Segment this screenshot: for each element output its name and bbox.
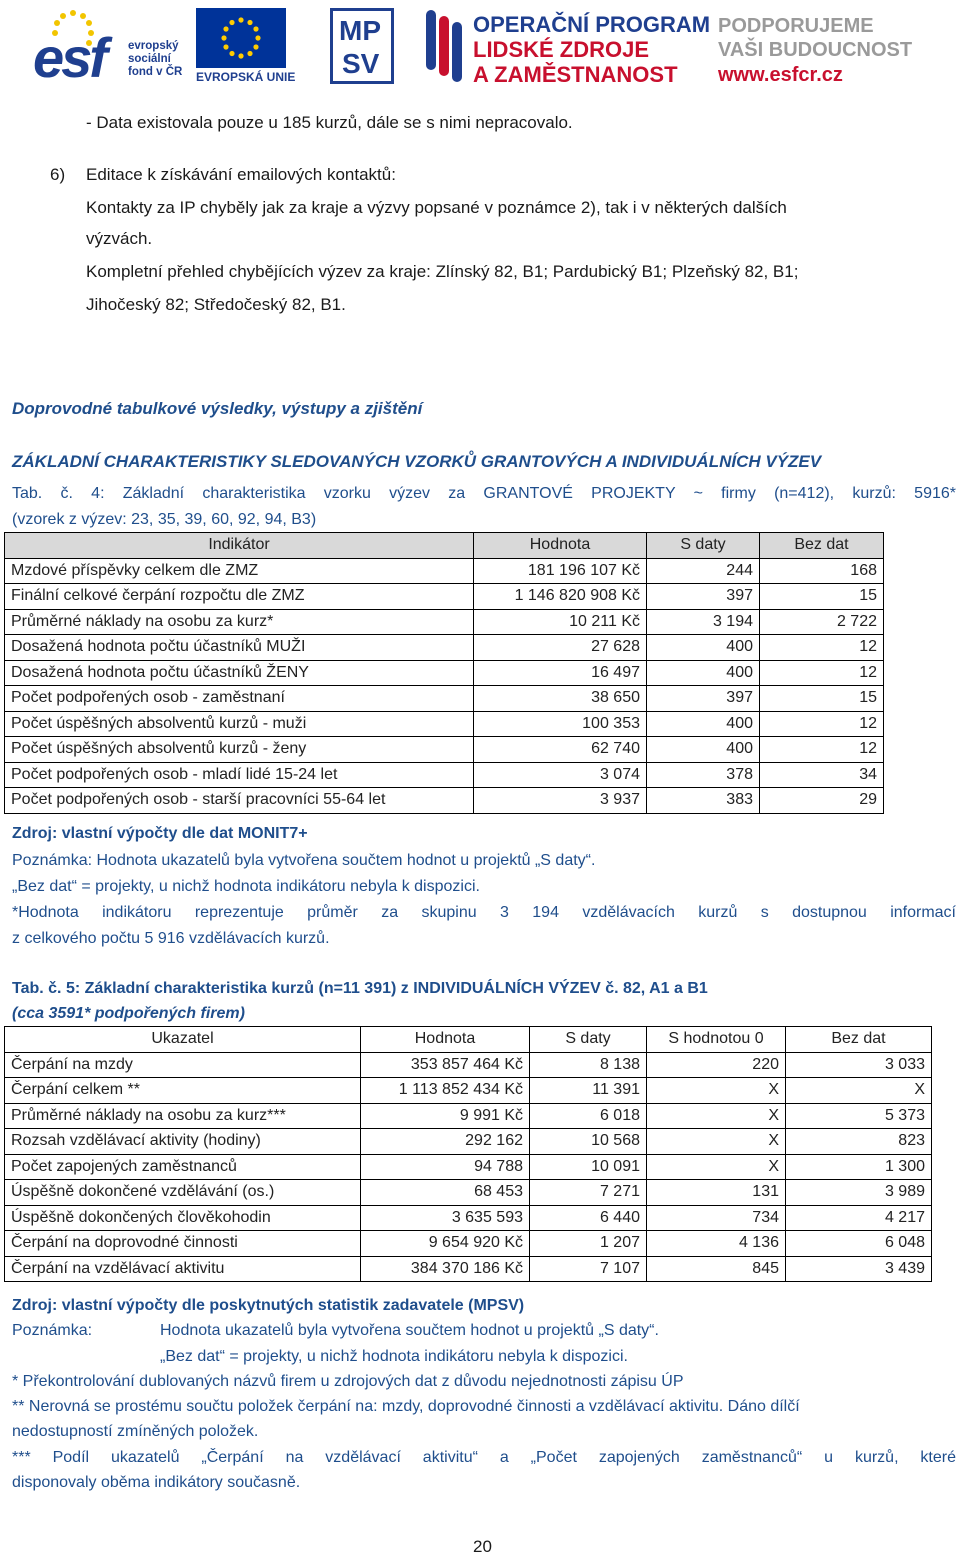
table-row <box>5 711 884 737</box>
table5-footnote-3b: disponovaly oběma indikátory současně. <box>12 1474 301 1491</box>
table-cell: X <box>647 1129 786 1155</box>
table-cell: 34 <box>760 762 884 788</box>
table-row <box>5 1129 932 1155</box>
table-cell: Mzdové příspěvky celkem dle ZMZ <box>5 558 474 584</box>
item6-paragraph-2b: Jihočeský 82; Středočeský 82, B1. <box>86 295 346 314</box>
table5-footnote-3a: *** Podíl ukazatelů „Čerpání na vzdělávací aktivitu“ a „Počet zapojených zaměstnanců“ u kurzů, které <box>12 1449 956 1466</box>
table-cell: 3 635 593 <box>361 1205 530 1231</box>
table-cell: 823 <box>786 1129 932 1155</box>
table-cell: 100 353 <box>474 711 647 737</box>
table-cell: 384 370 186 Kč <box>361 1256 530 1282</box>
table-cell: X <box>786 1078 932 1104</box>
table-cell: 10 211 Kč <box>474 609 647 635</box>
table4-body <box>5 558 884 813</box>
table5-col-with-data: S daty <box>530 1027 647 1053</box>
table-cell: 1 207 <box>530 1231 647 1257</box>
table-cell: X <box>647 1154 786 1180</box>
item6-paragraph-1b: výzvách. <box>86 229 153 248</box>
table-cell: 27 628 <box>474 635 647 661</box>
program-title: OPERAČNÍ PROGRAM LIDSKÉ ZDROJE A ZAMĚSTNANOST <box>473 12 711 87</box>
table5-caption: Tab. č. 5: Základní charakteristika kurzů (n=11 391) z INDIVIDUÁLNÍCH VÝZEV č. 82, A1 a B1 <box>12 980 708 997</box>
table-cell: Počet úspěšných absolventů kurzů - ženy <box>5 737 474 763</box>
table4-note-2: „Bez dat“ = projekty, u nichž hodnota indikátoru nebyla k dispozici. <box>12 878 480 895</box>
table-cell: 353 857 464 Kč <box>361 1052 530 1078</box>
table-row <box>5 1103 932 1129</box>
table-cell: Čerpání na doprovodné činnosti <box>5 1231 361 1257</box>
table5-col-zero: S hodnotou 0 <box>647 1027 786 1053</box>
table-row <box>5 788 884 814</box>
table-cell: 1 113 852 434 Kč <box>361 1078 530 1104</box>
table-row <box>5 1231 932 1257</box>
table-cell: 3 439 <box>786 1256 932 1282</box>
table-cell: 12 <box>760 660 884 686</box>
table4-note-3b: z celkového počtu 5 916 vzdělávacích kurzů. <box>12 930 330 947</box>
table4 <box>4 532 884 814</box>
table-cell: 2 722 <box>760 609 884 635</box>
esf-text: evropský sociální fond v ČR <box>128 40 183 78</box>
table5-col-value: Hodnota <box>361 1027 530 1053</box>
table-cell: Dosažená hodnota počtu účastníků ŽENY <box>5 660 474 686</box>
table-cell: 131 <box>647 1180 786 1206</box>
table-cell: 4 136 <box>647 1231 786 1257</box>
table-cell: Čerpání na vzdělávací aktivitu <box>5 1256 361 1282</box>
table-row <box>5 635 884 661</box>
table-cell: 12 <box>760 635 884 661</box>
table-cell: Průměrné náklady na osobu za kurz* <box>5 609 474 635</box>
esf-wordmark: esf <box>33 26 105 89</box>
table4-col-value: Hodnota <box>474 533 647 559</box>
table-cell: 6 440 <box>530 1205 647 1231</box>
table5-col-indicator: Ukazatel <box>5 1027 361 1053</box>
slogan: PODPORUJEME VAŠI BUDOUCNOST <box>718 15 913 61</box>
table-cell: 68 453 <box>361 1180 530 1206</box>
table-cell: Počet podpořených osob - starší pracovníci 55-64 let <box>5 788 474 814</box>
table-cell: 12 <box>760 737 884 763</box>
table-cell: 181 196 107 Kč <box>474 558 647 584</box>
table-cell: Počet podpořených osob - mladí lidé 15-24 let <box>5 762 474 788</box>
table4-caption: Tab. č. 4: Základní charakteristika vzorku výzev za GRANTOVÉ PROJEKTY ~ firmy (n=412), kurzů: 5916* <box>12 485 956 502</box>
hand-stripes-icon <box>424 8 466 84</box>
section-subheading: ZÁKLADNÍ CHARAKTERISTIKY SLEDOVANÝCH VZORKŮ GRANTOVÝCH A INDIVIDUÁLNÍCH VÝZEV <box>12 452 822 471</box>
table5-footnote-1: * Překontrolování dublovaných názvů firem u zdrojových dat z důvodu nejednotnosti zápisu ÚP <box>12 1373 684 1390</box>
table5-note-label: Poznámka: <box>12 1322 93 1339</box>
table-cell: 1 146 820 908 Kč <box>474 584 647 610</box>
table4-note-1: Poznámka: Hodnota ukazatelů byla vytvořena součtem hodnot u projektů „S daty“. <box>12 852 596 869</box>
table-cell: 9 991 Kč <box>361 1103 530 1129</box>
table-cell: Úspěšně dokončené vzdělávání (os.) <box>5 1180 361 1206</box>
table-cell: 383 <box>647 788 760 814</box>
table-cell: 3 937 <box>474 788 647 814</box>
table-cell: 62 740 <box>474 737 647 763</box>
table5 <box>4 1026 932 1282</box>
table-cell: 94 788 <box>361 1154 530 1180</box>
table-cell: Průměrné náklady na osobu za kurz*** <box>5 1103 361 1129</box>
table-cell: 15 <box>760 686 884 712</box>
intro-line: - Data existovala pouze u 185 kurzů, dále se s nimi nepracovalo. <box>86 113 573 132</box>
table-cell: 12 <box>760 711 884 737</box>
table4-source: Zdroj: vlastní výpočty dle dat MONIT7+ <box>12 825 308 842</box>
table4-col-indicator: Indikátor <box>5 533 474 559</box>
eu-label: EVROPSKÁ UNIE <box>196 70 296 84</box>
table5-caption-2: (cca 3591* podpořených firem) <box>12 1005 245 1022</box>
item6-paragraph-1a: Kontakty za IP chyběly jak za kraje a výzvy popsané v poznámce 2), tak i v některých dalších <box>86 198 787 217</box>
table-cell: 6 048 <box>786 1231 932 1257</box>
table-row <box>5 660 884 686</box>
table-cell: Dosažená hodnota počtu účastníků MUŽI <box>5 635 474 661</box>
table-cell: 400 <box>647 737 760 763</box>
table-cell: Čerpání celkem ** <box>5 1078 361 1104</box>
table-cell: 845 <box>647 1256 786 1282</box>
table-cell: 6 018 <box>530 1103 647 1129</box>
table-row <box>5 1256 932 1282</box>
table-cell: Finální celkové čerpání rozpočtu dle ZMZ <box>5 584 474 610</box>
item6-title: Editace k získávání emailových kontaktů: <box>86 165 396 184</box>
table5-col-no-data: Bez dat <box>786 1027 932 1053</box>
table-row <box>5 1078 932 1104</box>
table-cell: 400 <box>647 635 760 661</box>
table-cell: 734 <box>647 1205 786 1231</box>
table5-body <box>5 1052 932 1282</box>
table5-header-row <box>5 1027 932 1053</box>
table-cell: 220 <box>647 1052 786 1078</box>
table-cell: 11 391 <box>530 1078 647 1104</box>
table-cell: 10 091 <box>530 1154 647 1180</box>
table-cell: 15 <box>760 584 884 610</box>
table4-col-with-data: S daty <box>647 533 760 559</box>
table-cell: Počet zapojených zaměstnanců <box>5 1154 361 1180</box>
mpsv-logo: MP SV <box>330 8 394 84</box>
table-row <box>5 737 884 763</box>
table-cell: 7 271 <box>530 1180 647 1206</box>
table-cell: 400 <box>647 711 760 737</box>
table-row <box>5 584 884 610</box>
table-row <box>5 686 884 712</box>
table-cell: 38 650 <box>474 686 647 712</box>
table-cell: 5 373 <box>786 1103 932 1129</box>
esf-url[interactable]: www.esfcr.cz <box>718 64 843 86</box>
table4-note-3a: *Hodnota indikátoru reprezentuje průměr za skupinu 3 194 vzdělávacích kurzů s dostupnou informací <box>12 904 956 921</box>
eu-flag <box>196 8 286 68</box>
table5-footnote-2a: ** Nerovná se prostému součtu položek čerpání na: mzdy, doprovodné činnosti a vzdělávací aktivitu. Dáno dílčí <box>12 1398 800 1415</box>
table-cell: 168 <box>760 558 884 584</box>
table-cell: 29 <box>760 788 884 814</box>
table-cell: Čerpání na mzdy <box>5 1052 361 1078</box>
table-cell: 3 989 <box>786 1180 932 1206</box>
table-cell: 7 107 <box>530 1256 647 1282</box>
table-cell: X <box>647 1103 786 1129</box>
table5-footnote-2b: nedostupností zmíněných položek. <box>12 1423 259 1440</box>
table5-source: Zdroj: vlastní výpočty dle poskytnutých statistik zadavatele (MPSV) <box>12 1297 525 1314</box>
table-cell: 3 033 <box>786 1052 932 1078</box>
table4-header-row <box>5 533 884 559</box>
table-cell: Počet úspěšných absolventů kurzů - muži <box>5 711 474 737</box>
page-number: 20 <box>473 1537 492 1556</box>
section-heading: Doprovodné tabulkové výsledky, výstupy a zjištění <box>12 399 423 418</box>
table4-caption-2: (vzorek z výzev: 23, 35, 39, 60, 92, 94, B3) <box>12 511 317 528</box>
table-cell: 10 568 <box>530 1129 647 1155</box>
table-row <box>5 609 884 635</box>
table4-col-no-data: Bez dat <box>760 533 884 559</box>
table-cell: Úspěšně dokončených člověkohodin <box>5 1205 361 1231</box>
item6-paragraph-2a: Kompletní přehled chybějících výzev za kraje: Zlínský 82, B1; Pardubický B1; Plzeňský 82, B1; <box>86 262 799 281</box>
table-cell: 244 <box>647 558 760 584</box>
table-cell: 3 194 <box>647 609 760 635</box>
table-cell: 16 497 <box>474 660 647 686</box>
table-cell: 397 <box>647 686 760 712</box>
table-cell: 292 162 <box>361 1129 530 1155</box>
table-cell: 9 654 920 Kč <box>361 1231 530 1257</box>
table5-note-2: „Bez dat“ = projekty, u nichž hodnota indikátoru nebyla k dispozici. <box>160 1348 628 1365</box>
table-cell: 4 217 <box>786 1205 932 1231</box>
table-row <box>5 1180 932 1206</box>
table-cell: 378 <box>647 762 760 788</box>
table-row <box>5 1205 932 1231</box>
table-row <box>5 558 884 584</box>
item6-number: 6) <box>50 165 66 184</box>
table-cell: 400 <box>647 660 760 686</box>
table-row <box>5 1052 932 1078</box>
table-cell: 1 300 <box>786 1154 932 1180</box>
table-cell: 397 <box>647 584 760 610</box>
table-cell: 8 138 <box>530 1052 647 1078</box>
table-row <box>5 762 884 788</box>
table-cell: Rozsah vzdělávací aktivity (hodiny) <box>5 1129 361 1155</box>
op-logo-mark <box>424 8 466 84</box>
esf-logo <box>33 8 125 88</box>
table-cell: 3 074 <box>474 762 647 788</box>
eu-flag-stars-icon <box>196 8 286 68</box>
table-row <box>5 1154 932 1180</box>
table-cell: X <box>647 1078 786 1104</box>
table-cell: Počet podpořených osob - zaměstnaní <box>5 686 474 712</box>
table5-note-1: Hodnota ukazatelů byla vytvořena součtem hodnot u projektů „S daty“. <box>160 1322 659 1339</box>
